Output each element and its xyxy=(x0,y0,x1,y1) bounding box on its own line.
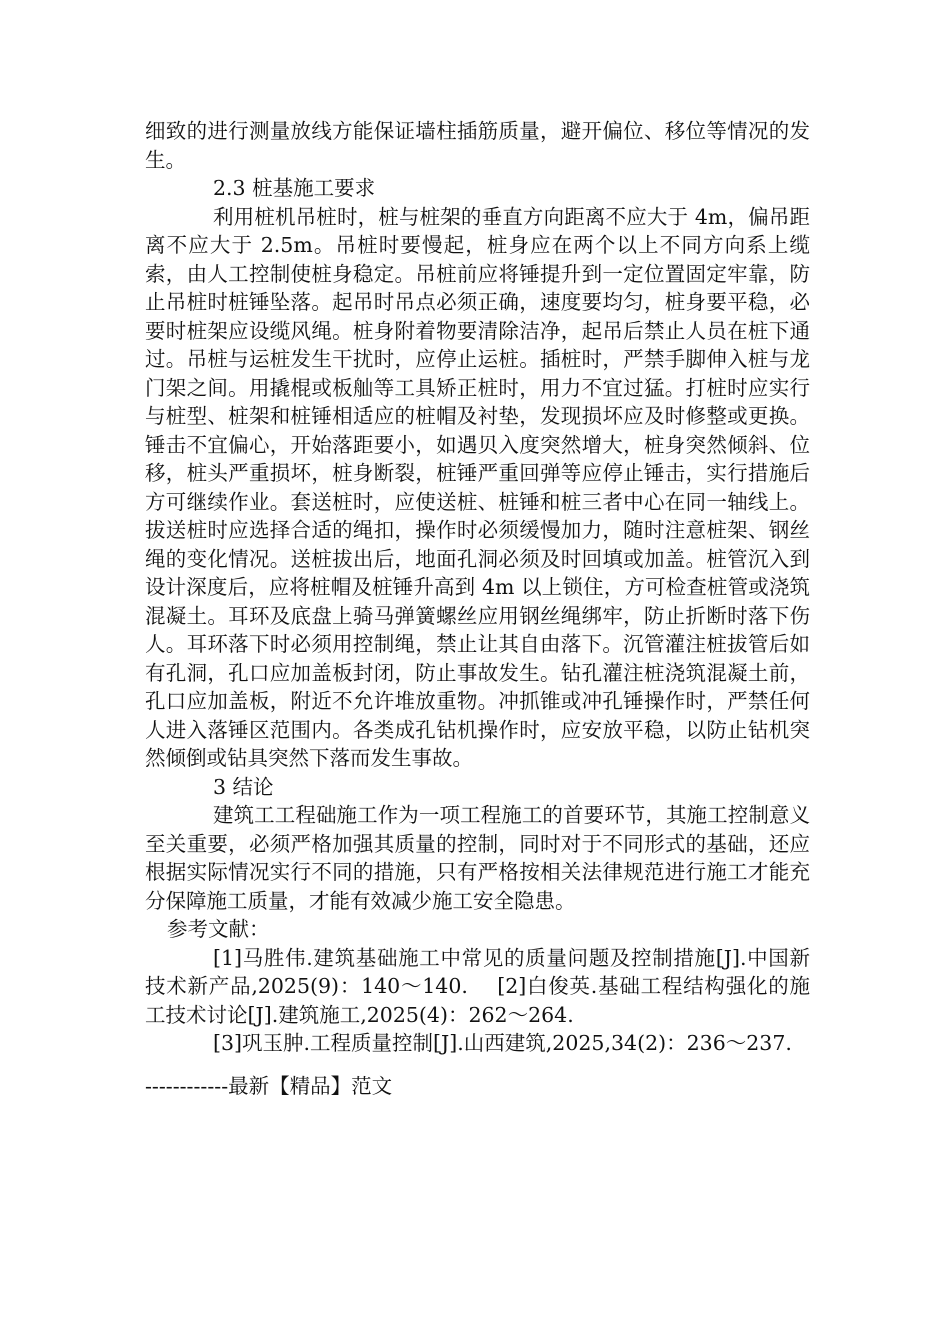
section-2-3-paragraph: 利用桩机吊桩时，桩与桩架的垂直方向距离不应大于 4m，偏吊距离不应大于 2.5m。吊桩时要慢起，桩身应在两个以上不同方向系上缆索，由人工控制使桩身稳定。吊桩前应将锤提升到一定位置固定牢靠，防止吊桩时桩锤坠落。起吊时吊点必须正确，速度要均匀，桩身要平稳，必要时桩架应设缆风绳。桩身附着物要清除洁净，起吊后禁止人员在桩下通过。吊桩与运桩发生干扰时，应停止运桩。插桩时，严禁手脚伸入桩与龙门架之间。用撬棍或板舢等工具矫正桩时，用力不宜过猛。打桩时应实行与桩型、桩架和桩锤相适应的桩帽及衬垫，发现损坏应及时修整或更换。锤击不宜偏心，开始落距要小，如遇贝入度突然增大，桩身突然倾斜、位移，桩头严重损坏，桩身断裂，桩锤严重回弹等应停止锤击，实行措施后方可继续作业。套送桩时，应使送桩、桩锤和桩三者中心在同一轴线上。拔送桩时应选择合适的绳扣，操作时必须缓慢加力，随时注意桩架、钢丝绳的变化情况。送桩拔出后，地面孔洞必须及时回填或加盖。桩管沉入到设计深度后，应将桩帽及桩锤升高到 4m 以上锁住，方可检查桩管或浇筑混凝土。耳环及底盘上骑马弹簧螺丝应用钢丝绳绑牢，防止折断时落下伤人。耳环落下时必须用控制绳，禁止让其自由落下。沉管灌注桩拔管后如有孔洞，孔口应加盖板封闭，防止事故发生。钻孔灌注桩浇筑混凝土前，孔口应加盖板，附近不允许堆放重物。冲抓锥或冲孔锤操作时，严禁任何人进入落锤区范围内。各类成孔钻机操作时，应安放平稳，以防止钻机突然倾倒或钻具突然下落而发生事故。 xyxy=(145,204,810,770)
footer-text: ------------最新【精品】范文 xyxy=(145,1074,393,1098)
section-2-3-heading: 2.3 桩基施工要求 xyxy=(213,176,376,200)
references-heading: 参考文献： xyxy=(167,917,270,941)
reference-3: [3]巩玉肿.工程质量控制[J].山西建筑,2025,34(2)：236～237. xyxy=(213,1031,792,1055)
document-body xyxy=(145,117,810,1058)
reference-1-2: [1]马胜伟.建筑基础施工中常见的质量问题及控制措施[J].中国新技术新产品,2025(9)：140～140. [2]白俊英.基础工程结构强化的施工技术讨论[J].建筑施工,2025(4)：262～264. xyxy=(145,945,810,1027)
section-3-paragraph: 建筑工工程础施工作为一项工程施工的首要环节，其施工控制意义至关重要，必须严格加强其质量的控制，同时对于不同形式的基础，还应根据实际情况实行不同的措施，只有严格按相关法律规范进行施工才能充分保障施工质量，才能有效减少施工安全隐患。 xyxy=(145,803,810,913)
section-3-heading: 3 结论 xyxy=(213,774,274,799)
intro-paragraph: 细致的进行测量放线方能保证墙柱插筋质量，避开偏位、移位等情况的发生。 xyxy=(145,119,810,172)
